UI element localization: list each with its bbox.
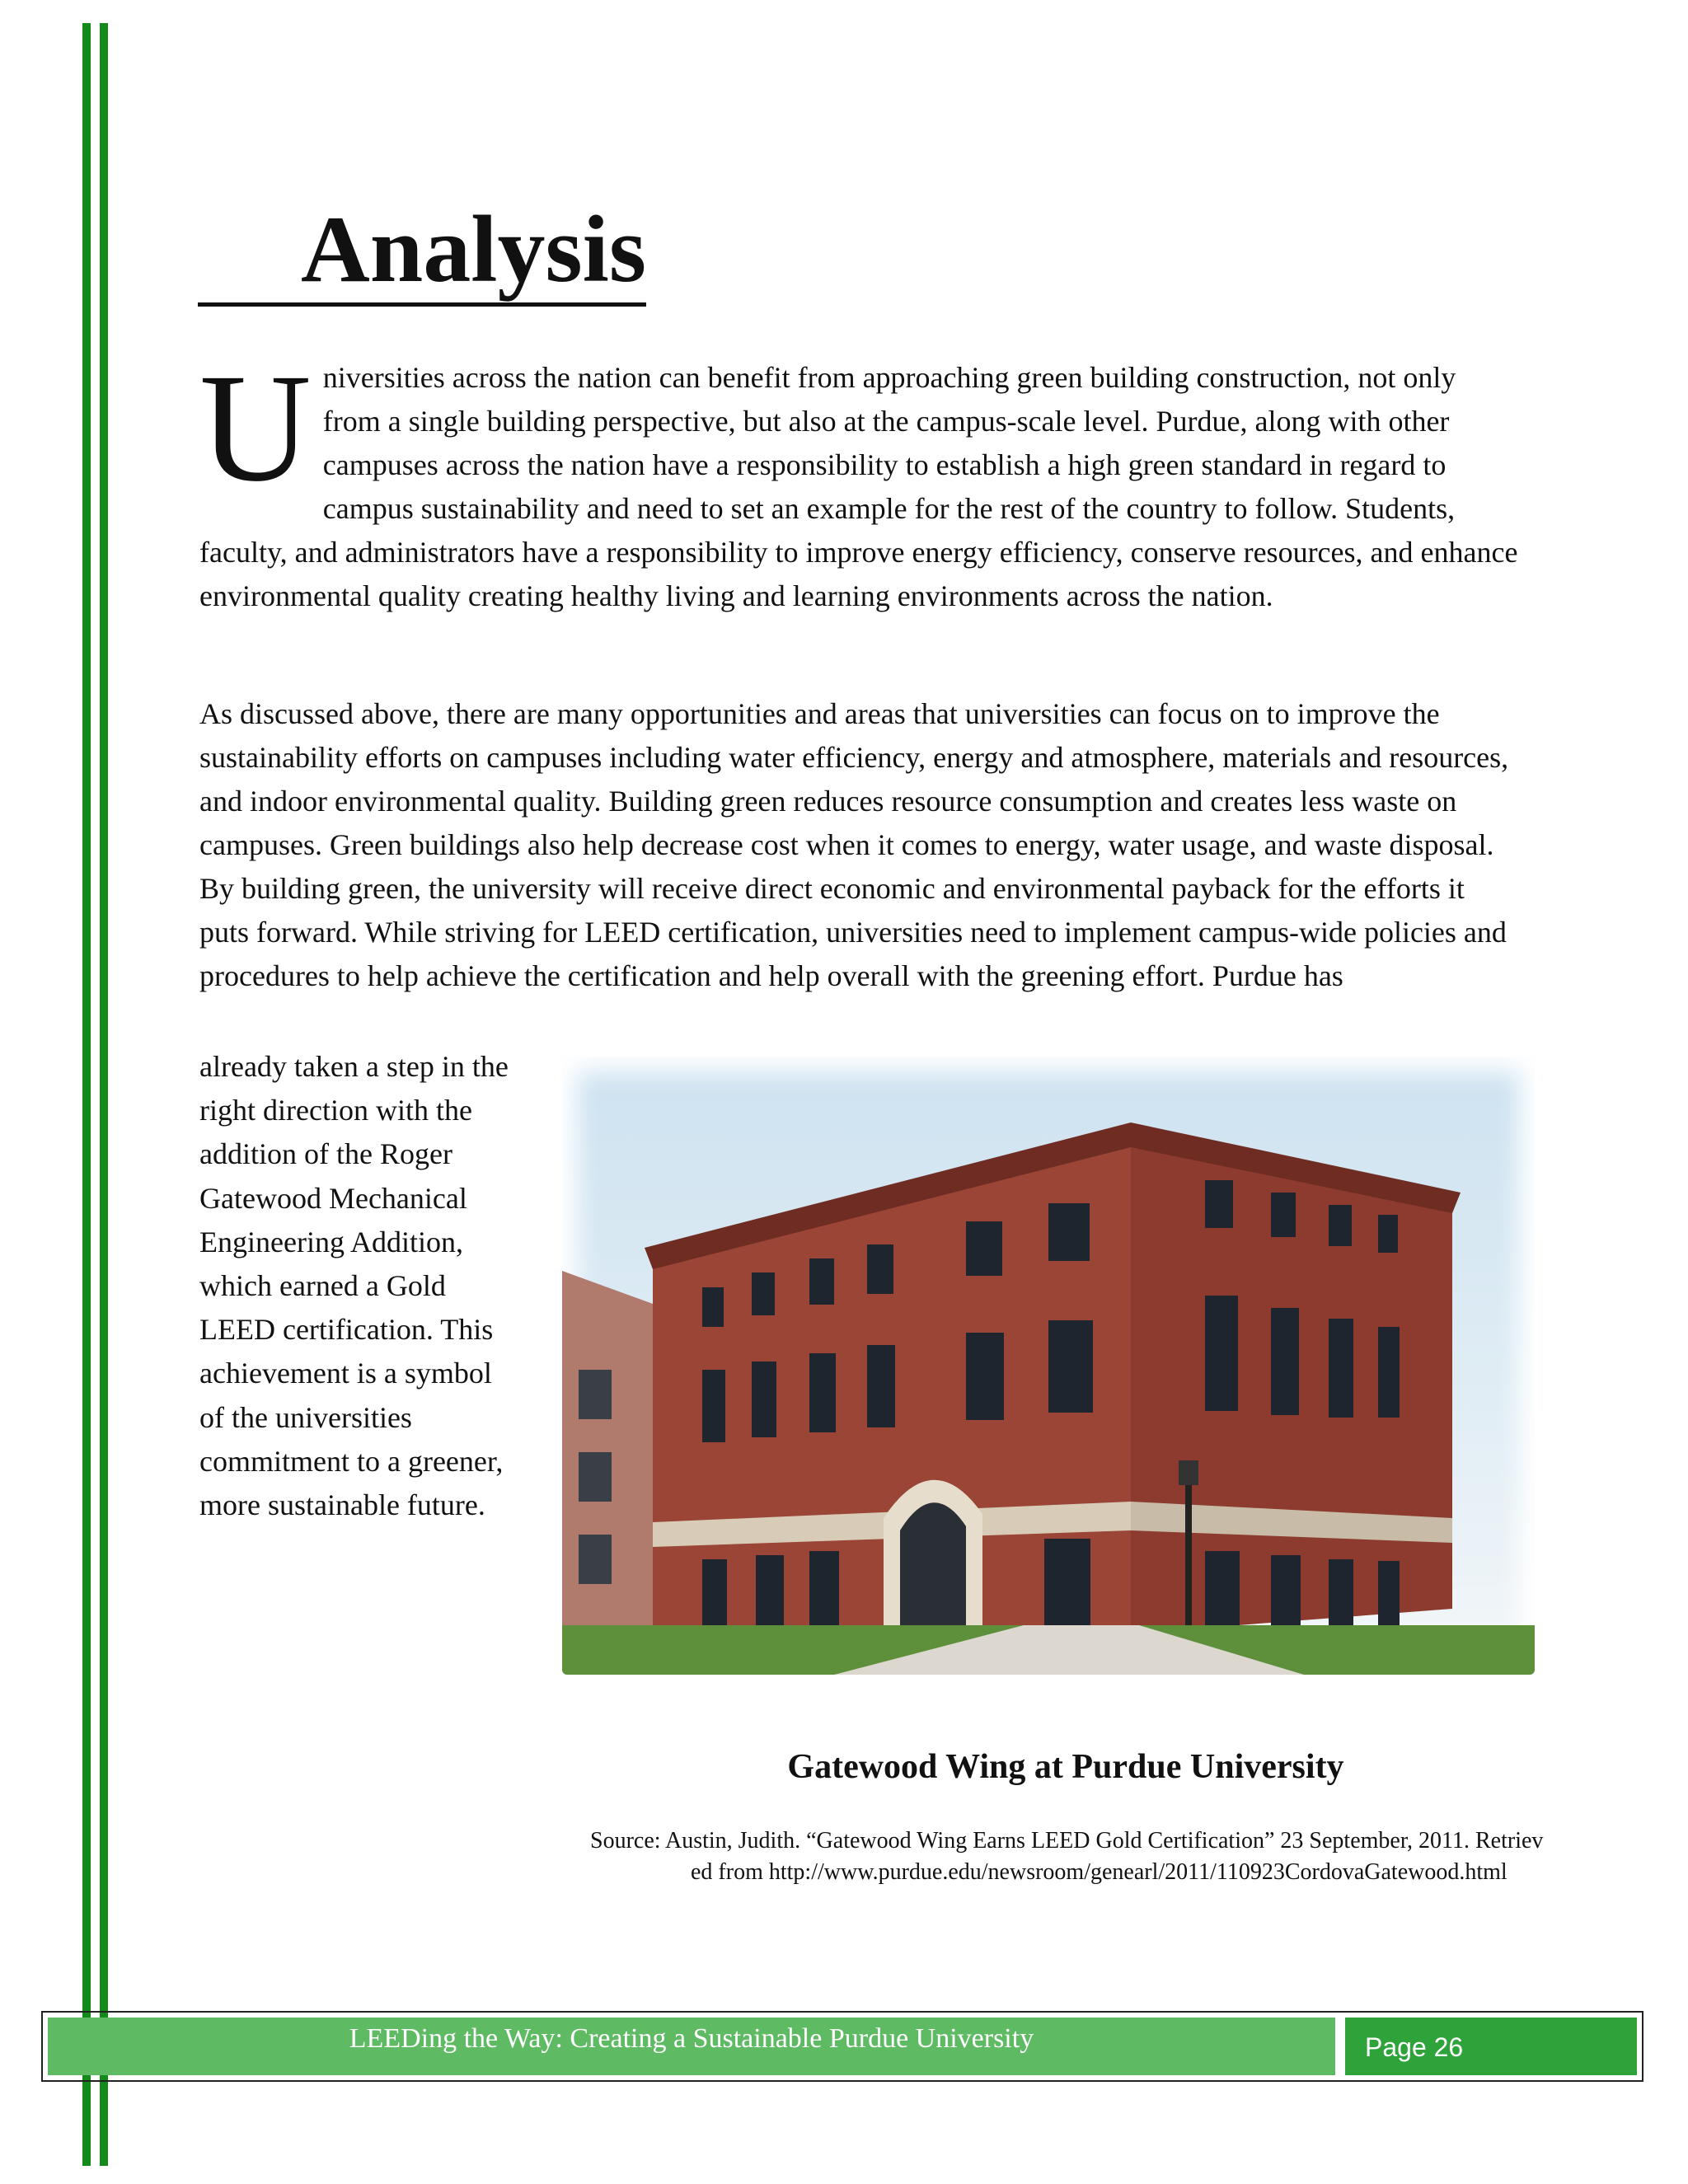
figure-source: Source: Austin, Judith. “Gatewood Wing Earns LEED Gold Certification” 23 September, 2011. Retrieved from http://www.purdue.edu/newsroom/genearl/2011/110923CordovaGatewood.html [590, 1828, 1544, 1885]
side-paragraph: already taken a step in the right direction with the addition of the Roger Gatewood Mechanical Engineering Addition, which earned a Gold LEED certification. This achievement is a symbol of the universities commitment to a greener, more sustainable future. [199, 1050, 509, 1522]
figure-caption: Gatewood Wing at Purdue University [787, 1748, 1344, 1786]
footer-title: LEEDing the Way: Creating a Sustainable Purdue University [48, 2018, 1335, 2075]
body-paragraph: As discussed above, there are many opportunities and areas that universities can focus on to improve the sustainability efforts on campuses including water efficiency, energy and atmosphere, materials and resources, and indoor environmental quality. Building green reduces resource consumption and creates less waste on campuses. Green buildings also help decrease cost when it comes to energy, water usage, and waste disposal. By building green, the university will receive direct economic and environmental payback for the efforts it puts forward. While striving for LEED certification, universities need to implement campus-wide policies and procedures to help achieve the certification and help overall with the greening effort. Purdue has [199, 697, 1509, 992]
intro-paragraph-text: niversities across the nation can benefit from approaching green building construction, not only from a single building perspective, but also at the campus-scale level. Purdue, along with other campuses across the nation have a responsibility to establish a high green standard in regard to campus sustainability and need to set an example for the rest of the country to follow. Students, faculty, and administrators have a responsibility to improve energy efficiency, conserve resources, and enhance environmental quality creating healthy living and learning environments across the nation. [199, 361, 1518, 612]
page-number: Page 26 [1345, 2018, 1637, 2075]
drop-cap: U [199, 341, 312, 513]
left-border-line-2 [100, 23, 108, 2166]
page-footer [41, 2011, 1643, 2082]
building-photo [562, 1057, 1535, 1675]
intro-paragraph [199, 341, 1518, 618]
brick-building-illustration [562, 1057, 1535, 1675]
footer-inner [48, 2018, 1637, 2075]
left-border-line-1 [82, 23, 91, 2166]
page-title: Analysis [198, 202, 646, 307]
